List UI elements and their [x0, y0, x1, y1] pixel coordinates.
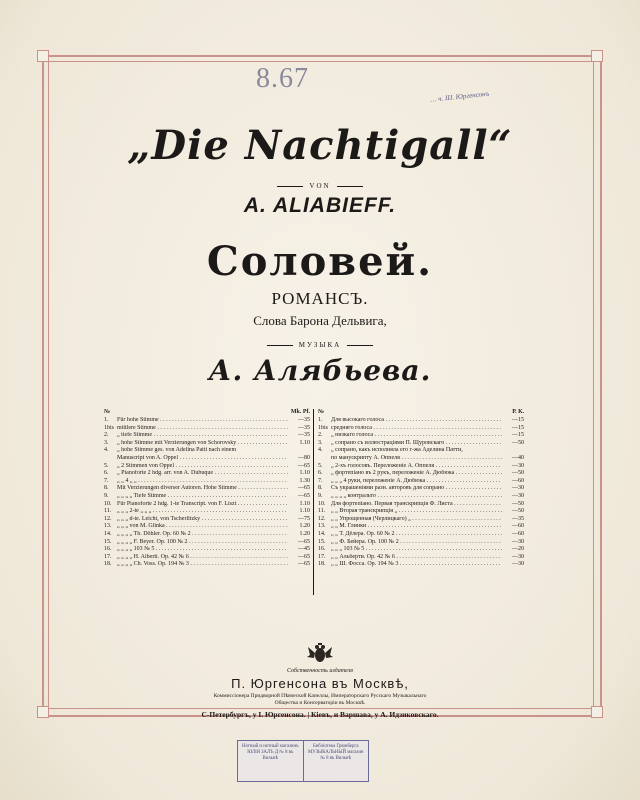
genre-label: РОМАНСЪ. [271, 289, 369, 308]
catalog-row-title: Для фортепіано. Первая транскрипція Ф. Листа . . . [331, 501, 502, 509]
catalog-row [318, 432, 524, 440]
catalog-row [104, 561, 310, 569]
catalog-row-number: 2. [104, 432, 109, 439]
catalog-row-price: —45 [298, 546, 310, 553]
catalog-row-title: „ „ „ 2-te „ „ „ . . . [117, 508, 288, 516]
catalog-row-number: 10. [318, 500, 326, 507]
catalog-row-price: —50 [512, 508, 524, 515]
pencil-catalog-number: 8.67 [256, 63, 309, 94]
catalog-row-price: —35 [298, 424, 310, 431]
catalog-row-title: Für hohe Stimme . . . [117, 417, 288, 425]
publisher-cities: С-Петербургъ, у І. Юргенсона. | Кіевъ, и Варшава, у А. Идзиковскаго. [201, 710, 439, 719]
catalog-row-number: 15. [104, 538, 112, 545]
catalog-row-number: 16. [318, 546, 326, 553]
publisher-titles-line: Общества и Консерваторіи въ Москвѣ. [274, 700, 366, 706]
publisher-titles-line: Коммиссіонера Придворной Пѣвческой Капеллы, Императорскаго Русскаго Музыкальнаго [213, 693, 427, 699]
catalog-row-number: 14. [318, 530, 326, 537]
catalog-row-number: 9. [104, 492, 109, 499]
catalog-row-number: 3. [104, 439, 109, 446]
catalog-row-number: 1bis [318, 424, 329, 431]
catalog-row-price: —65 [298, 462, 310, 469]
catalog-row-number: 7. [318, 477, 323, 484]
catalog-row-number: 8. [318, 485, 323, 492]
catalog-row [318, 485, 524, 493]
catalog-row-price: —65 [298, 561, 310, 568]
catalog-row-title: mittlere Stimme . . . [117, 425, 288, 433]
catalog-row-number: 2. [318, 432, 323, 439]
catalog-header [104, 409, 310, 417]
catalog-row [318, 417, 524, 425]
lyricist-line: Слова Барона Дельвига, [253, 313, 387, 328]
catalog-row-price: —50 [512, 500, 524, 507]
catalog-row-number: 3. [318, 439, 323, 446]
catalog-column-russian [318, 409, 524, 569]
catalog-row-title: Для высокаго голоса . . . [331, 417, 502, 425]
catalog-row-title: по манускрипту А. Оппеля . . . [331, 455, 502, 463]
catalog-row [318, 546, 524, 554]
catalog-row-title: „ низкаго голоса . . . [331, 432, 502, 440]
catalog-row-price: 1.10 [299, 508, 310, 515]
title-german: „Die Nachtigall“ [127, 122, 513, 169]
catalog-row-price: 1.10 [299, 500, 310, 507]
publisher-titles [0, 693, 640, 707]
catalog-row [318, 478, 524, 486]
catalog-row-number: 1bis [104, 424, 115, 431]
catalog-row-price: —30 [512, 462, 524, 469]
catalog-row [104, 440, 310, 448]
catalog-row [104, 455, 310, 463]
catalog-row-title: Manuscript von A. Oppel . . . [117, 455, 288, 463]
catalog-row-number: 6. [318, 470, 323, 477]
publisher-owner-line: Собственность издателя [287, 668, 353, 674]
catalog-row [104, 523, 310, 531]
catalog-row-price: —35 [512, 515, 524, 522]
catalog-row-title: „ „ „ „ Tiefe Stimme . . . [117, 493, 288, 501]
catalog-row-price: —65 [298, 538, 310, 545]
catalog-row [104, 493, 310, 501]
catalog-row-title: „ „ „ „ контральто . . . [331, 493, 502, 501]
catalog-row-title: „ „ Альберти. Op. 42 № 6 . . . [331, 554, 502, 562]
catalog-row [104, 546, 310, 554]
catalog-row [318, 470, 524, 478]
catalog-row [318, 447, 524, 455]
catalog-row-number: 6. [104, 470, 109, 477]
music-by-line [0, 341, 640, 349]
catalog-row-title: „ „ 4 „ „ . . . [117, 478, 288, 486]
catalog-row-number: 5. [104, 462, 109, 469]
catalog-row [104, 417, 310, 425]
catalog-row-number: 15. [318, 538, 326, 545]
catalog-row [318, 531, 524, 539]
catalog-row [318, 501, 524, 509]
catalog-row-title: „ hohe Stimme mit Verzierungen von Schorovsky . . . [117, 440, 288, 448]
catalog-row-price: —15 [512, 432, 524, 439]
catalog-row [104, 470, 310, 478]
catalog-row-price: —75 [298, 515, 310, 522]
catalog-row-price: —30 [512, 538, 524, 545]
catalog-row-title: средняго голоса . . . [331, 425, 502, 433]
catalog-row-title: „ „ Т. Дёлера. Op. 60 № 2 . . . [331, 531, 502, 539]
catalog-row-number: 7. [104, 477, 109, 484]
music-label: МУЗЫКА [298, 341, 342, 349]
catalog-row [318, 561, 524, 569]
catalog-row-number: 11. [318, 508, 326, 515]
catalog-row [318, 523, 524, 531]
catalog-row-title: „ tiefe Stimme . . . [117, 432, 288, 440]
catalog-row [104, 508, 310, 516]
catalog-row-price: —60 [512, 477, 524, 484]
catalog-row-price: —40 [512, 454, 524, 461]
catalog-row-price: —15 [512, 417, 524, 423]
catalog-row [104, 432, 310, 440]
catalog-row-price: —30 [512, 561, 524, 568]
catalog-row-price: —15 [512, 424, 524, 431]
catalog-row-number: 13. [104, 523, 112, 530]
catalog-row-number: 10. [104, 500, 112, 507]
catalog-row-number: 4. [318, 447, 323, 454]
catalog-row-price: 1.10 [299, 470, 310, 477]
catalog-row-title: „ „ „ „ 103 № 5 . . . [117, 546, 288, 554]
catalog-row-price: 1.20 [299, 530, 310, 537]
library-stamp-right: Библіотека Грюнберга МУЗЫКАЛЬНЫЙ магазин № 8 въ Вильнѣ [303, 741, 369, 781]
catalog-row-title: „ „ „ „ H. Alberti. Op. 42 № 6 . . . [117, 554, 288, 562]
catalog-row-title: „ „ М. Глинки . . . [331, 523, 502, 531]
catalog-row [104, 463, 310, 471]
catalog-row-title: „ „ „ „ F. Beyer. Op. 100 № 2 . . . [117, 539, 288, 547]
catalog-row-price: —35 [298, 432, 310, 439]
catalog-row-price: —20 [512, 546, 524, 553]
catalog-row-number: 17. [318, 553, 326, 560]
catalog-row-price: —60 [512, 530, 524, 537]
frame-corner-ornament [37, 50, 49, 62]
header-price: Mk. Pf. [290, 409, 310, 415]
catalog-row [318, 425, 524, 433]
header-number: № [318, 409, 325, 415]
catalog-row-price: —65 [298, 485, 310, 492]
catalog-row-number: 1. [318, 417, 323, 423]
composer-latin: A. ALIABIEFF. [243, 194, 397, 217]
catalog-row [318, 516, 524, 524]
catalog-row-title: „ 2-хъ голосовъ. Переложеніе А. Оппеля . . . [331, 463, 502, 471]
catalog-row [104, 516, 310, 524]
catalog-row-price: —80 [298, 454, 310, 461]
catalog-row-price: —65 [298, 492, 310, 499]
catalog-row-title: „ 2 Stimmen von Oppel . . . [117, 463, 288, 471]
header-number: № [104, 409, 111, 415]
catalog-row-price: 1.30 [299, 477, 310, 484]
owner-stamp: … ч. Ш. Юргенсонъ [429, 89, 490, 104]
catalog-row-title: „ сопрано, какъ исполняла его г-жа Аделина Патти, [331, 447, 463, 454]
catalog-row-number: 18. [104, 561, 112, 568]
library-stamp-left: Нотный и нотный магазинъ ЮЛІЯ ЗАЛЪ Д № 8 въ Вильнѣ [241, 744, 299, 761]
catalog-row [318, 508, 524, 516]
catalog-row-title: „ „ Ш. Фосса. Op. 194 № 3 . . . [331, 561, 502, 569]
catalog-row [104, 539, 310, 547]
catalog-row-title: „ „ „ „ Ch. Voss. Op. 194 № 3 . . . [117, 561, 288, 569]
catalog-row-title: „ „ Вторая транскрипція „ . . . [331, 508, 502, 516]
catalog-row-price: —35 [298, 417, 310, 423]
catalog-row [318, 455, 524, 463]
catalog-row-number: 16. [104, 546, 112, 553]
header-price: Р. К. [512, 409, 524, 415]
catalog-row-title: „ фортепіано въ 2 рукъ, переложеніе А. Дюбюка . . . [331, 470, 502, 478]
catalog-row-number: 4. [104, 447, 109, 454]
catalog-row [104, 554, 310, 562]
catalog-row-number: 12. [318, 515, 326, 522]
catalog-row-title: Für Pianoforte 2 hdg. 1-te Transcript. von F. Liszt . . . [117, 501, 288, 509]
von-label: VON [309, 182, 331, 190]
catalog-row-title: Mit Verzierungen diverser Autoren. Hohe Stimme . . . [117, 485, 288, 493]
library-stamp [237, 740, 369, 782]
catalog-row [318, 440, 524, 448]
catalog-row-title: „ „ „ „ Th. Döhler. Op. 60 № 2 . . . [117, 531, 288, 539]
catalog-row-title: „ Pianoforte 2 hdg. arr. von A. Dubuque . . . [117, 470, 288, 478]
catalog-row-price: —30 [512, 553, 524, 560]
composer-russian: А. Алябьева. [208, 354, 432, 387]
catalog-row-number: 5. [318, 462, 323, 469]
catalog-row [318, 539, 524, 547]
catalog-row [104, 425, 310, 433]
frame-corner-ornament [591, 50, 603, 62]
catalog-row-number: 12. [104, 515, 112, 522]
catalog-row-title: Съ украшеніями разн. авторовъ для сопрано . . . [331, 485, 502, 493]
catalog-row-title: „ „ „ 4 руки, переложеніе А. Дюбюка . . . [331, 478, 502, 486]
catalog-row-number: 14. [104, 530, 112, 537]
catalog-row [104, 501, 310, 509]
imperial-eagle-emblem [306, 643, 334, 665]
catalog-row-number: 1. [104, 417, 109, 423]
catalog-row-title: „ „ Упрощенная (Черлицкаго) „ . . . [331, 516, 502, 524]
catalog-row-price: —50 [512, 470, 524, 477]
catalog-row [104, 531, 310, 539]
catalog-row-price: —65 [298, 553, 310, 560]
catalog-row-title: „ „ „ d-te. Leicht, von Tscherlitzky . . . [117, 516, 288, 524]
catalog-row-title: „ hohe Stimme ges. von Adelina Patti nach einem [117, 447, 237, 454]
catalog-row-title: „ „ „ von M. Glinka . . . [117, 523, 288, 531]
catalog-row [104, 478, 310, 486]
catalog-row-title: „ „ Ф. Бейера. Op. 100 № 2 . . . [331, 539, 502, 547]
catalog-divider [313, 409, 314, 595]
publisher-name: П. Юргенсона въ Москвѣ, [231, 676, 409, 691]
catalog-row-price: 1.20 [299, 523, 310, 530]
catalog-row [318, 554, 524, 562]
catalog-row-title: „ сопрано съ иллюстраціями П. Щуровскаго . . . [331, 440, 502, 448]
catalog-row-price: 1.10 [299, 439, 310, 446]
catalog-row [104, 485, 310, 493]
catalog-row-number: 8. [104, 485, 109, 492]
catalog-row [318, 493, 524, 501]
catalog-header [318, 409, 524, 417]
catalog-row-price: —30 [512, 485, 524, 492]
catalog-row-price: —60 [512, 523, 524, 530]
catalog-row-title: „ „ „ 103 № 5 . . . [331, 546, 502, 554]
catalog-column-german [104, 409, 310, 569]
catalog-row-price: —30 [512, 492, 524, 499]
catalog-row-number: 11. [104, 508, 112, 515]
catalog-row-number: 13. [318, 523, 326, 530]
catalog-row-number: 9. [318, 492, 323, 499]
title-russian: Соловей. [206, 238, 434, 285]
catalog-row-price: —50 [512, 439, 524, 446]
catalog-row-number: 17. [104, 553, 112, 560]
catalog-row-number: 18. [318, 561, 326, 568]
catalog-row [104, 447, 310, 455]
catalog-row [318, 463, 524, 471]
von-line [0, 182, 640, 190]
